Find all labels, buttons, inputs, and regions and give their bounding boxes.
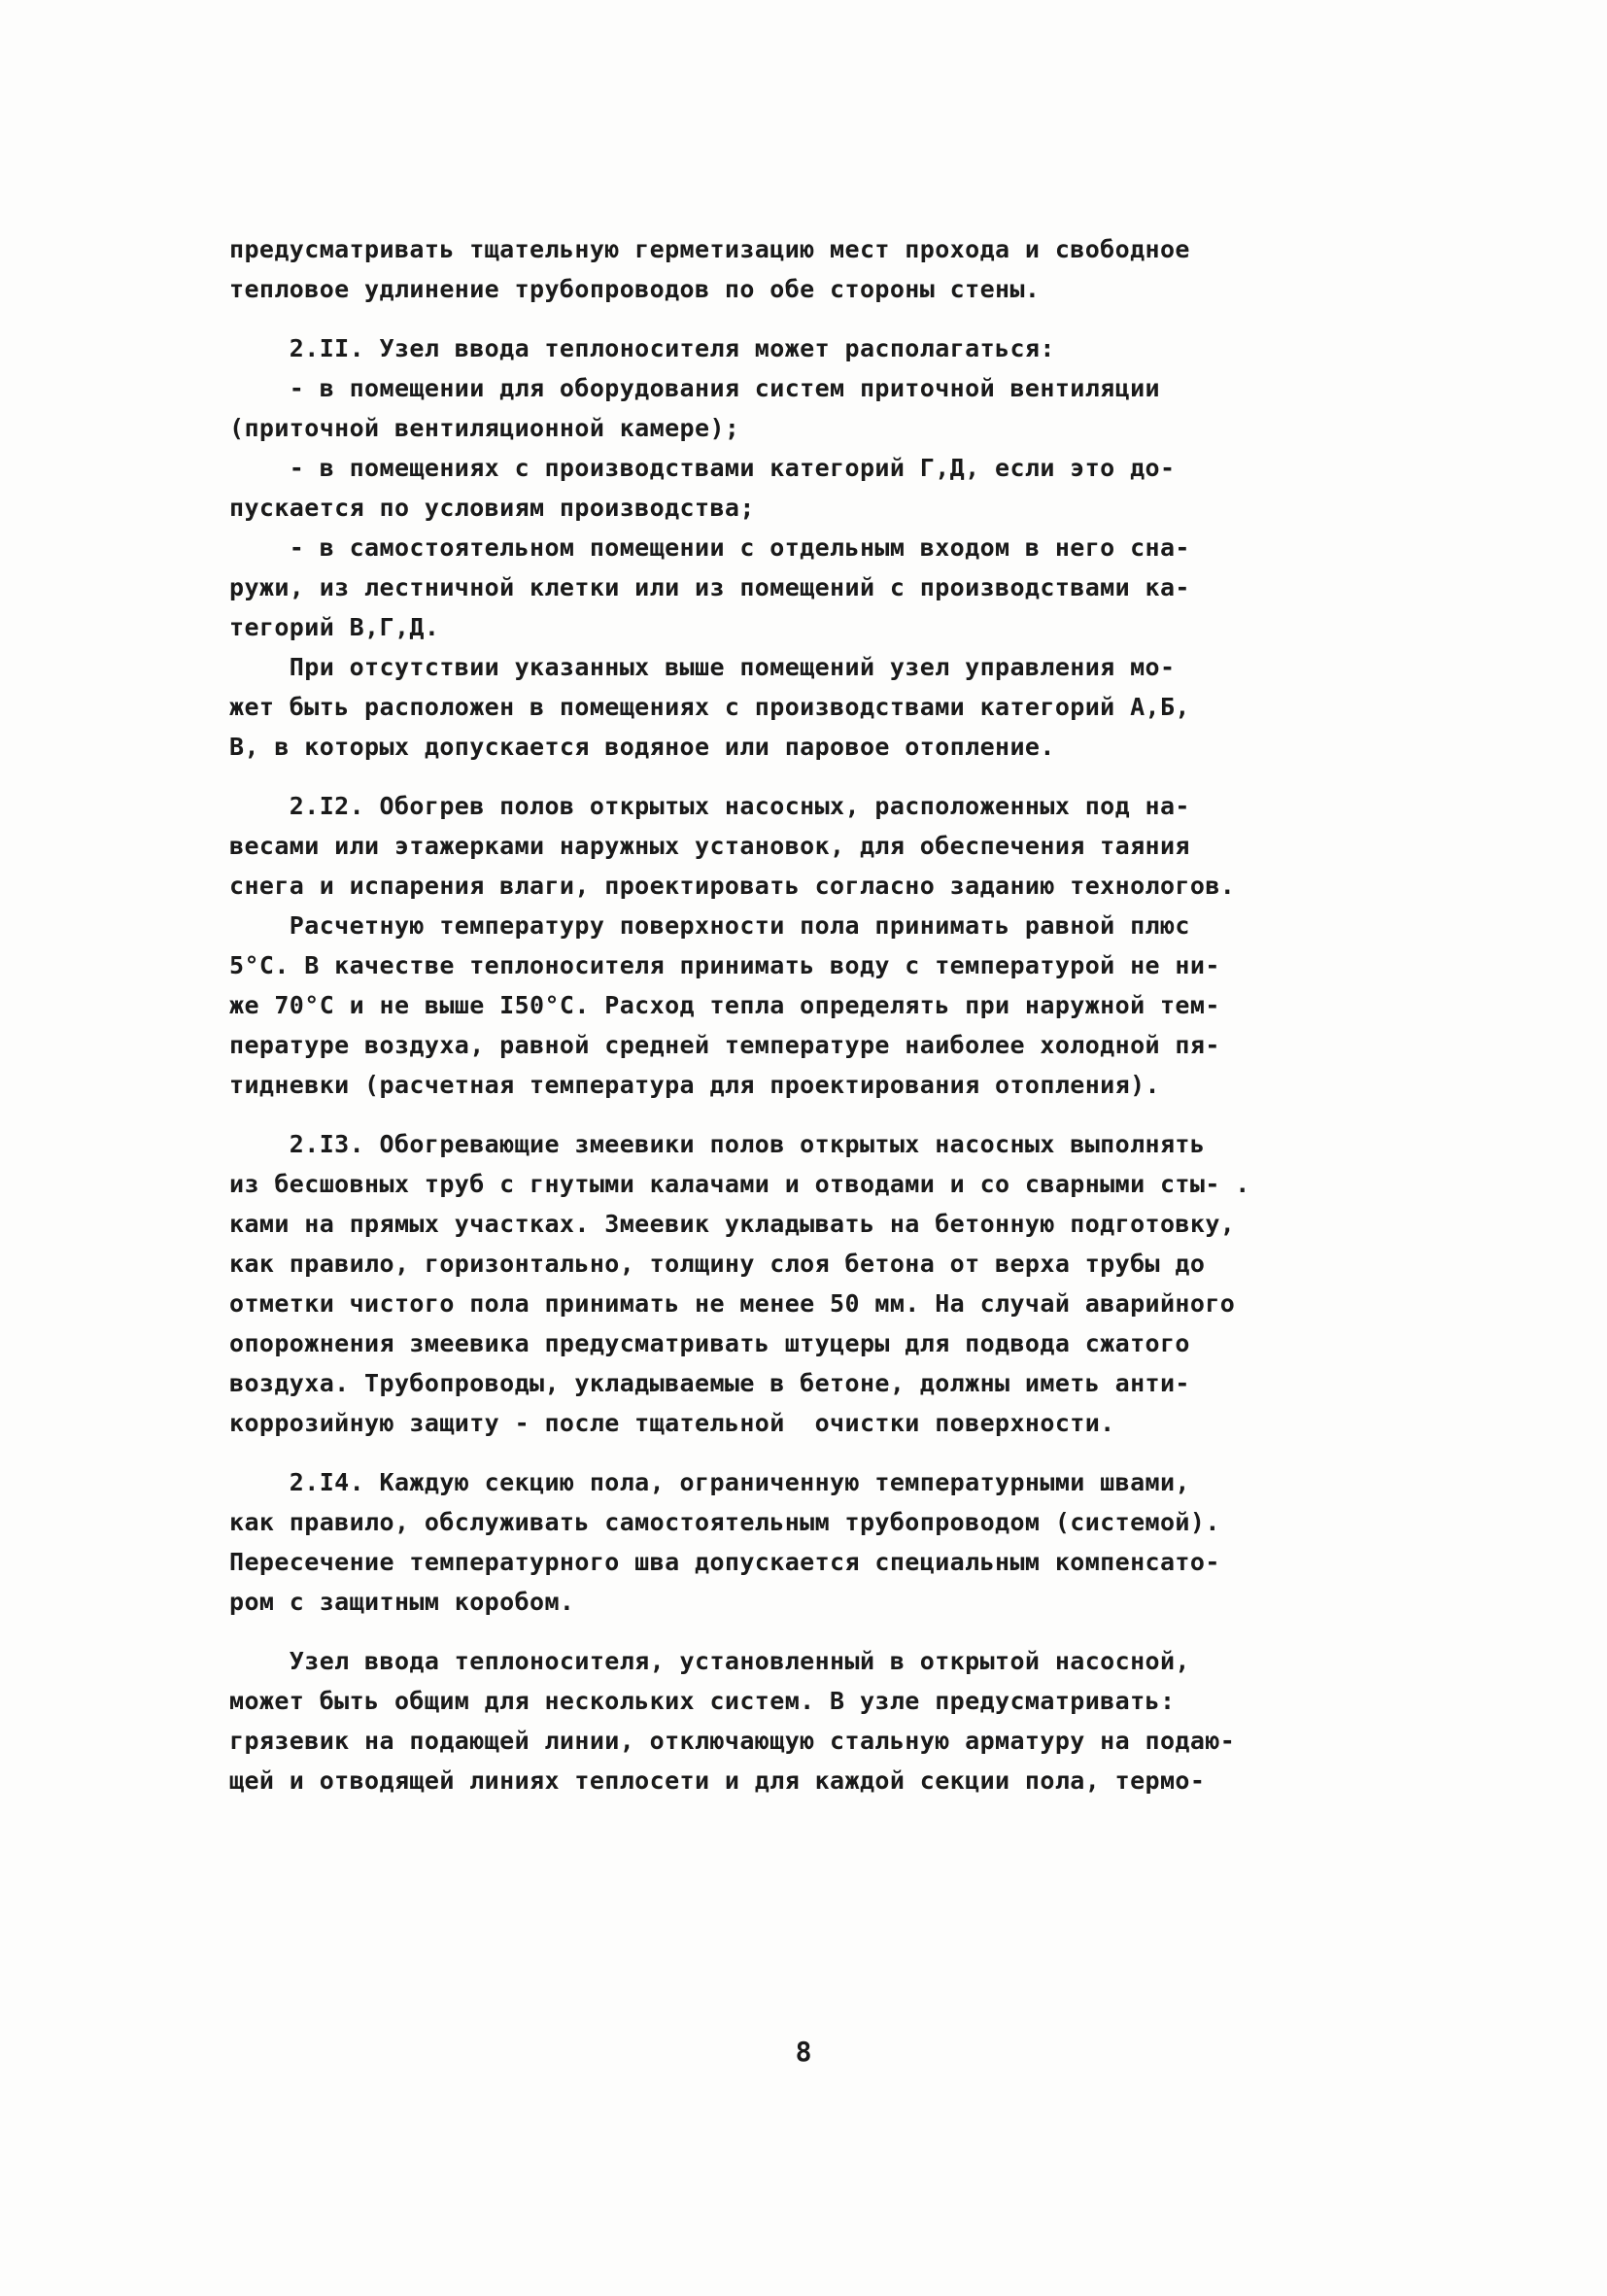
text-line: коррозийную защиту - после тщательной очистки поверхности. [229, 1409, 1115, 1437]
text-line: как правило, горизонтально, толщину слоя бетона от верха трубы до [229, 1250, 1206, 1278]
text-line: тидневки (расчетная температура для проектирования отопления). [229, 1071, 1160, 1099]
text-line: ками на прямых участках. Змеевик укладывать на бетонную подготовку, [229, 1210, 1236, 1238]
paragraph-2-12 [229, 786, 1424, 1105]
page-number: 8 [795, 2036, 812, 2068]
text-line: (приточной вентиляционной камере); [229, 414, 740, 442]
text-line: же 70°С и не выше I50°С. Расход тепла определять при наружной тем- [229, 991, 1220, 1019]
text-line: Пересечение температурного шва допускается специальным компенсато- [229, 1548, 1220, 1576]
text-line: из бесшовных труб с гнутыми калачами и отводами и со сварными сты- . [229, 1170, 1250, 1198]
text-line: 2.I4. Каждую секцию пола, ограниченную температурными швами, [229, 1468, 1190, 1496]
paragraph-intro [229, 229, 1424, 309]
text-line: 2.I3. Обогревающие змеевики полов открытых насосных выполнять [229, 1130, 1206, 1158]
paragraph-2-11 [229, 328, 1424, 767]
paragraph-2-13 [229, 1124, 1424, 1443]
text-line: В, в которых допускается водяное или паровое отопление. [229, 733, 1055, 761]
text-line: тегорий В,Г,Д. [229, 613, 440, 641]
text-line: снега и испарения влаги, проектировать согласно заданию технологов. [229, 872, 1236, 900]
text-line: 5°С. В качестве теплоносителя принимать воду с температурой не ни- [229, 951, 1220, 979]
text-line: 2.I2. Обогрев полов открытых насосных, расположенных под на- [229, 792, 1190, 820]
text-line: жет быть расположен в помещениях с производствами категорий А,Б, [229, 693, 1190, 721]
text-line: может быть общим для нескольких систем. В узле предусматривать: [229, 1687, 1176, 1715]
text-line: отметки чистого пола принимать не менее 50 мм. На случай аварийного [229, 1289, 1236, 1318]
text-line: - в самостоятельном помещении с отдельным входом в него сна- [229, 533, 1190, 562]
text-line: как правило, обслуживать самостоятельным трубопроводом (системой). [229, 1508, 1220, 1536]
text-line: 2.II. Узел ввода теплоносителя может располагаться: [229, 334, 1055, 362]
text-line: опорожнения змеевика предусматривать штуцеры для подвода сжатого [229, 1329, 1190, 1357]
body-text [229, 229, 1424, 1800]
text-line: Узел ввода теплоносителя, установленный в открытой насосной, [229, 1647, 1190, 1675]
text-line: пускается по условиям производства; [229, 494, 755, 522]
text-line: - в помещениях с производствами категорий Г,Д, если это до- [229, 454, 1176, 482]
text-line: При отсутствии указанных выше помещений узел управления мо- [229, 653, 1176, 681]
text-line: грязевик на подающей линии, отключающую стальную арматуру на подаю- [229, 1727, 1236, 1755]
text-line: Расчетную температуру поверхности пола принимать равной плюс [229, 911, 1190, 940]
text-line: воздуха. Трубопроводы, укладываемые в бетоне, должны иметь анти- [229, 1369, 1190, 1397]
paragraph-node [229, 1641, 1424, 1800]
text-line: щей и отводящей линиях теплосети и для каждой секции пола, термо- [229, 1766, 1206, 1795]
text-line: пературе воздуха, равной средней температуре наиболее холодной пя- [229, 1031, 1220, 1059]
text-line: весами или этажерками наружных установок, для обеспечения таяния [229, 832, 1190, 860]
text-line: ром с защитным коробом. [229, 1588, 575, 1616]
text-line: ружи, из лестничной клетки или из помещений с производствами ка- [229, 573, 1190, 601]
paragraph-2-14 [229, 1462, 1424, 1622]
text-line: тепловое удлинение трубопроводов по обе стороны стены. [229, 275, 1041, 303]
text-line: предусматривать тщательную герметизацию мест прохода и свободное [229, 235, 1190, 263]
text-line: - в помещении для оборудования систем приточной вентиляции [229, 374, 1160, 402]
